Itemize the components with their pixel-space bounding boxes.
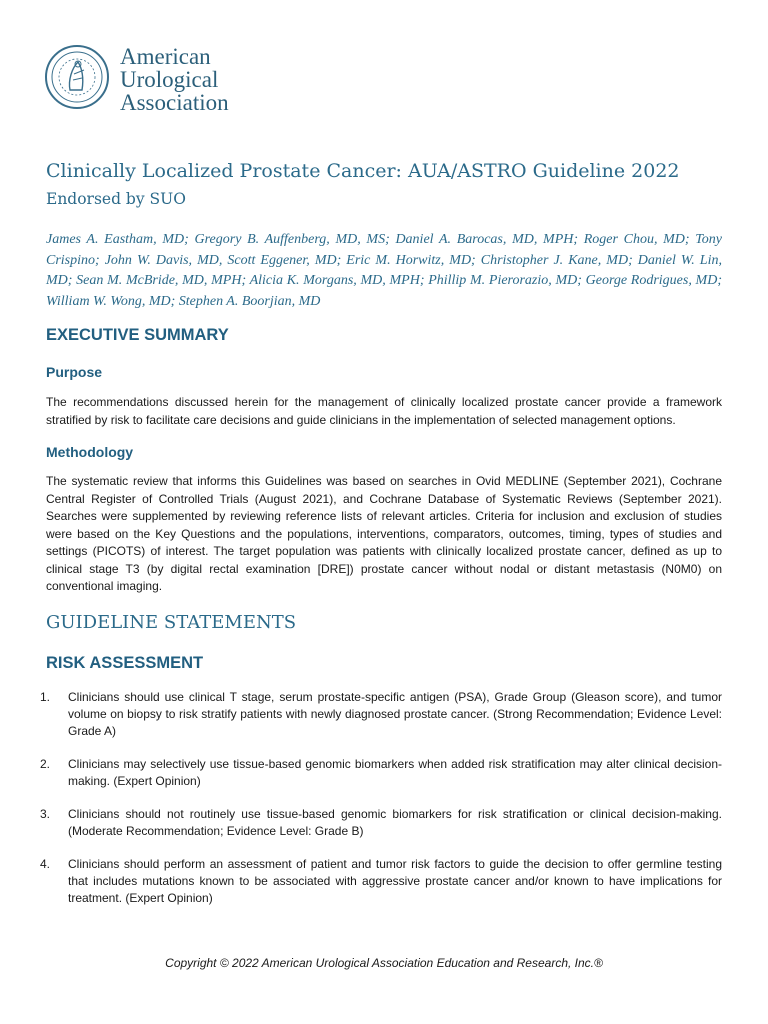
document-title: Clinically Localized Prostate Cancer: AUA/ASTRO Guideline 2022 xyxy=(46,160,680,182)
statement-item xyxy=(40,756,722,790)
purpose-heading: Purpose xyxy=(46,364,103,380)
statement-text: Clinicians should perform an assessment of patient and tumor risk factors to guide the decision to offer germline testing that includes mutations known to be associated with aggressive prostate cancer and/or known to have implications for treatment. (Expert Opinion) xyxy=(68,857,722,905)
author-list: James A. Eastham, MD; Gregory B. Auffenberg, MD, MS; Daniel A. Barocas, MD, MPH; Roger Chou, MD; Tony Crispino; John W. Davis, MD, Scott Eggener, MD; Eric M. Horwitz, MD; Christopher J. Kane, MD; Daniel W. Lin, MD; Sean M. McBride, MD, MPH; Alicia K. Morgans, MD, MPH; Phillip M. Pierorazio, MD; George Rodrigues, MD; William W. Wong, MD; Stephen A. Boorjian, MD xyxy=(46,232,722,309)
statement-text: Clinicians should use clinical T stage, serum prostate-specific antigen (PSA), Grade Group (Gleason score), and tumor volume on biopsy to risk stratify patients with newly diagnosed prostate cancer. (Strong Recommendation; Evidence Level: Grade A) xyxy=(68,690,722,738)
statement-item xyxy=(40,806,722,840)
risk-assessment-heading: RISK ASSESSMENT xyxy=(46,654,204,672)
statement-number: 3. xyxy=(40,807,51,821)
statement-list xyxy=(40,689,722,923)
guideline-statements-heading: GUIDELINE STATEMENTS xyxy=(46,612,297,633)
document-subtitle: Endorsed by SUO xyxy=(46,190,186,208)
statement-number: 4. xyxy=(40,857,51,871)
purpose-text: The recommendations discussed herein for the management of clinically localized prostate cancer provide a framework stratified by risk to facilitate care decisions and guide clinicians in the implementation of selected management options. xyxy=(46,395,722,427)
org-name xyxy=(120,45,229,114)
org-name-line: American xyxy=(120,44,211,69)
org-name-line: Urological xyxy=(120,67,219,92)
org-name-line: Association xyxy=(120,90,229,115)
statement-text: Clinicians should not routinely use tissue-based genomic biomarkers for risk stratification or clinical decision-making. (Moderate Recommendation; Evidence Level: Grade B) xyxy=(68,807,722,838)
executive-summary-heading: EXECUTIVE SUMMARY xyxy=(46,326,229,344)
methodology-heading: Methodology xyxy=(46,444,134,460)
header xyxy=(44,44,229,114)
copyright-footer: Copyright © 2022 American Urological Association Education and Research, Inc.® xyxy=(165,956,603,970)
statement-text: Clinicians may selectively use tissue-based genomic biomarkers when added risk stratification may alter clinical decision-making. (Expert Opinion) xyxy=(68,757,722,788)
aua-seal-icon xyxy=(44,44,110,110)
statement-item xyxy=(40,689,722,740)
methodology-text: The systematic review that informs this Guidelines was based on searches in Ovid MEDLINE (September 2021), Cochrane Central Register of Controlled Trials (August 2021), and Cochrane Database of Systematic Reviews (September 2021). Searches were supplemented by reviewing reference lists of relevant articles. Criteria for inclusion and exclusion of studies were based on the Key Questions and the populations, interventions, comparators, outcomes, timing, types of studies and settings (PICOTS) of interest. The target population was patients with clinically localized prostate cancer, defined as up to clinical stage T3 (by digital rectal examination [DRE]) prostate cancer without nodal or distant metastasis (N0M0) on conventional imaging. xyxy=(46,474,722,593)
statement-number: 1. xyxy=(40,690,51,704)
statement-item xyxy=(40,856,722,907)
statement-number: 2. xyxy=(40,757,51,771)
